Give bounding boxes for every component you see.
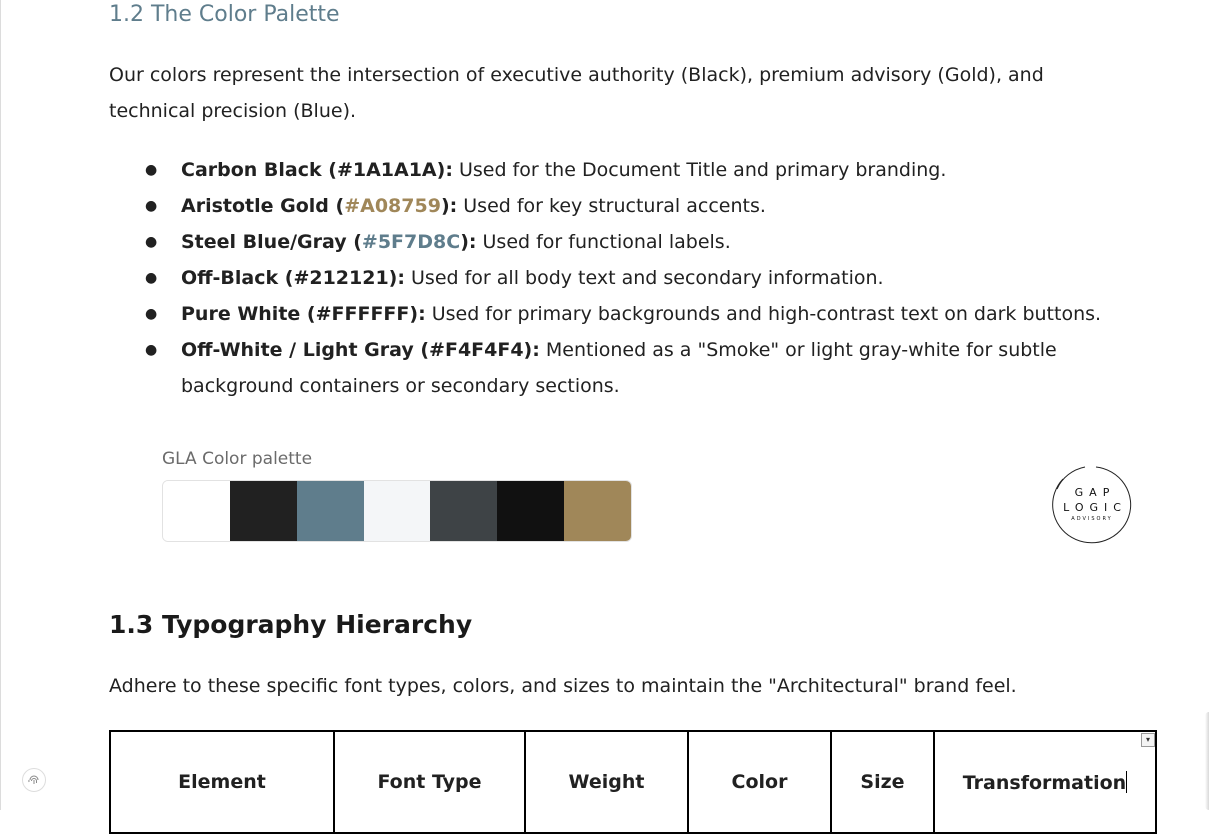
typography-table	[109, 730, 1157, 834]
list-item[interactable]	[109, 296, 1119, 332]
table-header-element[interactable]: Element	[110, 731, 334, 833]
color-hex-gold: #A08759	[344, 195, 441, 217]
color-name: Aristotle Gold (	[181, 195, 345, 217]
fingerprint-glyph	[27, 773, 41, 787]
list-item[interactable]	[109, 152, 1119, 188]
logo-line-gap: GAP	[1074, 486, 1116, 499]
palette-swatch	[430, 481, 497, 541]
color-name-suffix: ):	[440, 195, 458, 217]
color-name: Steel Blue/Gray (	[181, 231, 362, 253]
palette-image-label: GLA Color palette	[162, 449, 313, 469]
palette-swatch	[230, 481, 297, 541]
palette-swatch	[163, 481, 230, 541]
typography-intro[interactable]: Adhere to these specific font types, colors, and sizes to maintain the "Architectural" brand feel.	[109, 675, 1017, 697]
logo-line-logic: LOGIC	[1063, 501, 1127, 514]
color-description: Used for primary backgrounds and high-contrast text on dark buttons.	[425, 303, 1102, 325]
logo-line-advisory: ADVISORY	[1071, 516, 1113, 522]
table-header-font-type[interactable]: Font Type	[334, 731, 525, 833]
list-item[interactable]	[109, 224, 1119, 260]
palette-swatch	[564, 481, 631, 541]
table-header-size[interactable]: Size	[831, 731, 934, 833]
table-cell-menu-dropdown-icon[interactable]: ▾	[1141, 733, 1155, 747]
table-header-color[interactable]: Color	[688, 731, 831, 833]
table-header-row	[110, 731, 1156, 833]
color-name: Off-Black (#212121):	[181, 267, 405, 289]
palette-swatch	[497, 481, 564, 541]
color-description: Used for the Document Title and primary branding.	[452, 159, 947, 181]
color-palette-image[interactable]	[162, 480, 632, 542]
color-name: Pure White (#FFFFFF):	[181, 303, 426, 325]
color-description: Used for key structural accents.	[457, 195, 766, 217]
side-panel-edge	[1205, 712, 1209, 810]
page-left-border	[0, 0, 1, 810]
section-heading-typography: 1.3 Typography Hierarchy	[109, 610, 473, 639]
table-header-weight[interactable]: Weight	[525, 731, 688, 833]
color-hex-steel: #5F7D8C	[361, 231, 461, 253]
color-list	[109, 152, 1119, 404]
color-description: Used for all body text and secondary information.	[404, 267, 884, 289]
color-name-suffix: ):	[460, 231, 477, 253]
list-item[interactable]	[109, 188, 1119, 224]
gap-logic-advisory-logo[interactable]	[1051, 465, 1133, 545]
color-name: Off-White / Light Gray (#F4F4F4):	[181, 339, 540, 361]
list-item[interactable]	[109, 332, 1119, 404]
color-palette-intro[interactable]: Our colors represent the intersection of executive authority (Black), premium advisory (Gold), and technical precision (Blue).	[109, 64, 1044, 122]
fingerprint-icon[interactable]	[22, 768, 46, 792]
text-cursor	[1126, 771, 1127, 793]
palette-swatch	[364, 481, 431, 541]
color-description: Mentioned as a "Smoke" or light gray-white for subtle background containers or secondary sections.	[181, 339, 1057, 397]
color-name: Carbon Black (#1A1A1A):	[181, 159, 453, 181]
table-header-transformation[interactable]: Transformation	[934, 731, 1156, 833]
palette-swatch	[297, 481, 364, 541]
color-description: Used for functional labels.	[476, 231, 731, 253]
list-item[interactable]	[109, 260, 1119, 296]
section-heading-color-palette: 1.2 The Color Palette	[109, 2, 340, 27]
logo-wordmark	[1051, 485, 1133, 523]
